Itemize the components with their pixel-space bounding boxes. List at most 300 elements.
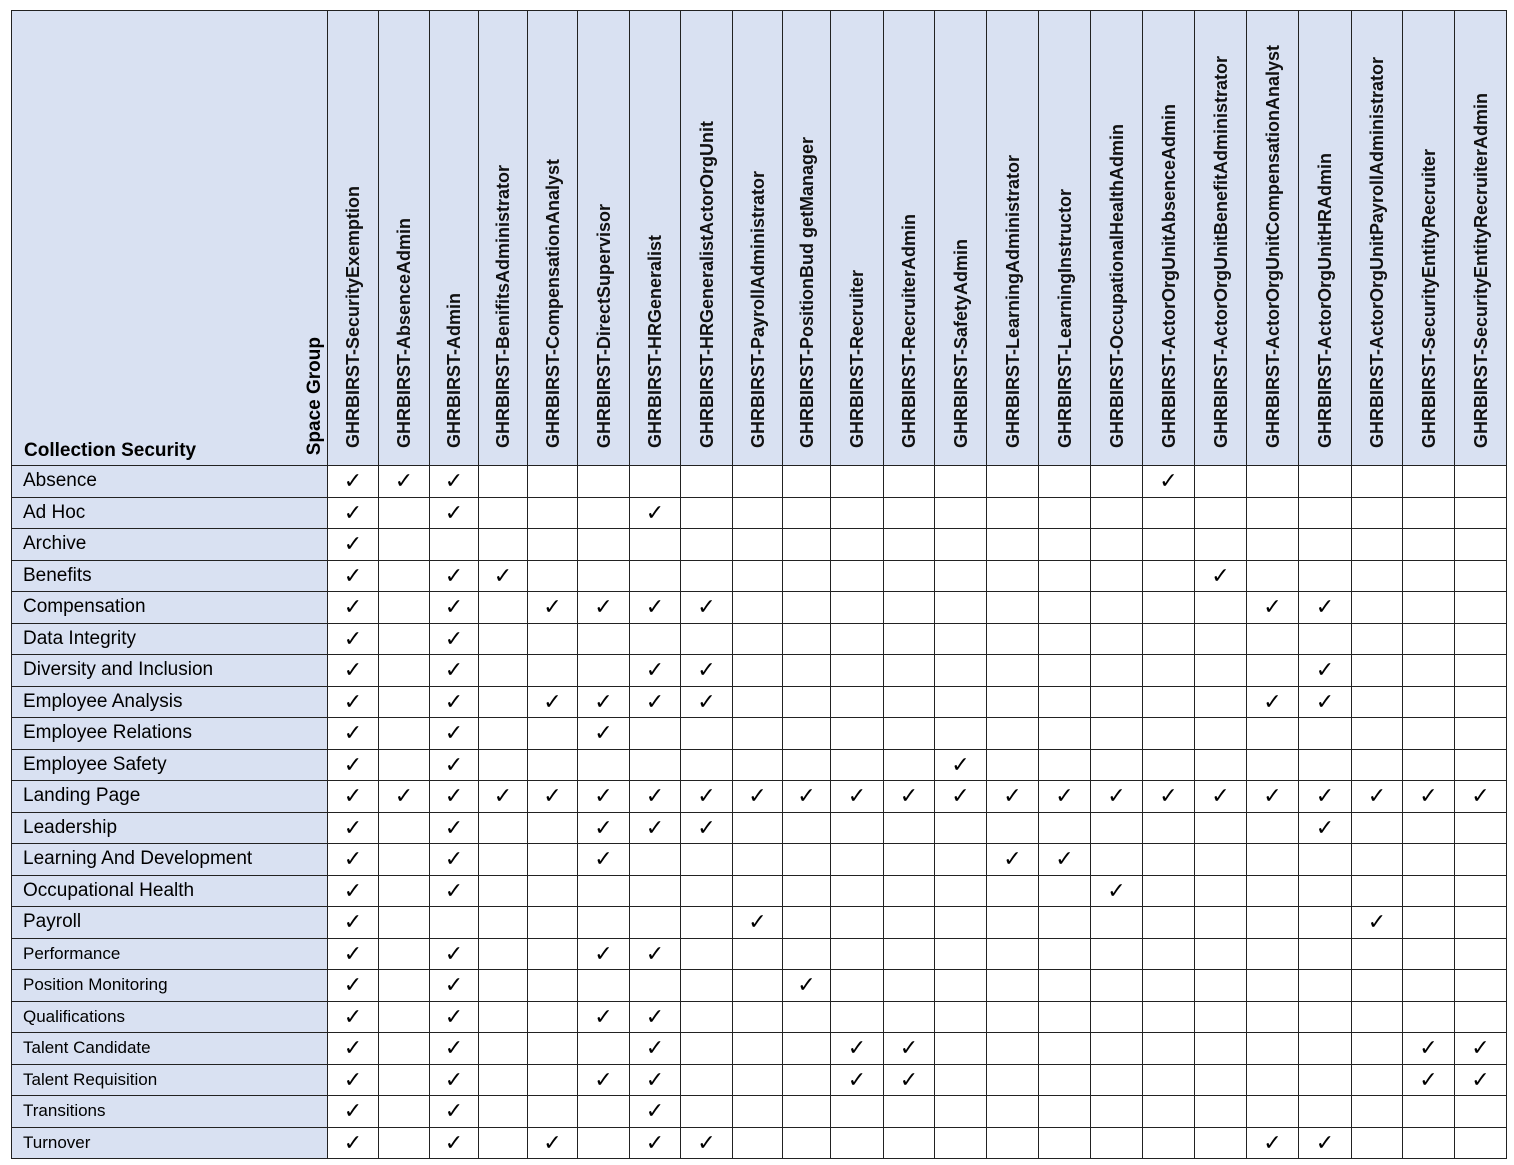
empty-cell xyxy=(1299,1064,1352,1096)
empty-cell xyxy=(783,749,831,781)
column-header xyxy=(783,11,831,466)
check-mark-cell: ✓ xyxy=(328,623,379,655)
check-mark-cell: ✓ xyxy=(379,466,430,498)
empty-cell xyxy=(935,1096,987,1128)
empty-cell xyxy=(987,1096,1039,1128)
check-mark-cell: ✓ xyxy=(630,686,681,718)
empty-cell xyxy=(783,560,831,592)
empty-cell xyxy=(1455,560,1507,592)
empty-cell xyxy=(1195,749,1247,781)
column-header xyxy=(1143,11,1195,466)
empty-cell xyxy=(1091,497,1143,529)
check-mark-cell: ✓ xyxy=(430,1127,479,1159)
column-header-label: GHRBIRST-BenifitsAdministrator xyxy=(493,164,513,448)
check-mark-cell: ✓ xyxy=(630,1033,681,1065)
empty-cell xyxy=(1143,970,1195,1002)
table-row xyxy=(12,844,1507,876)
check-mark-cell: ✓ xyxy=(884,1033,935,1065)
column-header-label: GHRBIRST-ActorOrgUnitBenefitAdministrator xyxy=(1210,55,1231,448)
empty-cell xyxy=(987,1001,1039,1033)
check-mark-cell: ✓ xyxy=(328,1001,379,1033)
empty-cell xyxy=(1247,812,1299,844)
empty-cell xyxy=(733,1127,783,1159)
empty-cell xyxy=(479,718,528,750)
empty-cell xyxy=(935,970,987,1002)
empty-cell xyxy=(1247,844,1299,876)
empty-cell xyxy=(578,907,630,939)
row-label: Position Monitoring xyxy=(12,970,328,1002)
check-mark-cell: ✓ xyxy=(681,1127,733,1159)
row-label: Compensation xyxy=(12,592,328,624)
empty-cell xyxy=(479,1033,528,1065)
empty-cell xyxy=(1247,1064,1299,1096)
row-label: Occupational Health xyxy=(12,875,328,907)
empty-cell xyxy=(1091,718,1143,750)
empty-cell xyxy=(935,812,987,844)
row-label: Ad Hoc xyxy=(12,497,328,529)
check-mark-cell: ✓ xyxy=(430,1064,479,1096)
table-row xyxy=(12,655,1507,687)
empty-cell xyxy=(935,938,987,970)
check-mark-cell: ✓ xyxy=(1299,655,1352,687)
empty-cell xyxy=(528,655,578,687)
empty-cell xyxy=(1091,749,1143,781)
empty-cell xyxy=(578,1096,630,1128)
check-mark-cell: ✓ xyxy=(783,781,831,813)
column-header-label: GHRBIRST-ActorOrgUnitHRAdmin xyxy=(1315,153,1335,448)
empty-cell xyxy=(1091,907,1143,939)
table-row xyxy=(12,970,1507,1002)
empty-cell xyxy=(987,907,1039,939)
empty-cell xyxy=(1091,844,1143,876)
empty-cell xyxy=(681,749,733,781)
empty-cell xyxy=(884,592,935,624)
empty-cell xyxy=(1455,1127,1507,1159)
column-header xyxy=(328,11,379,466)
empty-cell xyxy=(1039,1033,1091,1065)
empty-cell xyxy=(1039,907,1091,939)
check-mark-cell: ✓ xyxy=(328,1096,379,1128)
check-mark-cell: ✓ xyxy=(328,907,379,939)
check-mark-cell: ✓ xyxy=(1403,1033,1455,1065)
empty-cell xyxy=(379,1127,430,1159)
table-row xyxy=(12,623,1507,655)
empty-cell xyxy=(1403,844,1455,876)
empty-cell xyxy=(479,875,528,907)
check-mark-cell: ✓ xyxy=(1299,1127,1352,1159)
empty-cell xyxy=(1039,529,1091,561)
empty-cell xyxy=(1091,466,1143,498)
column-header xyxy=(884,11,935,466)
empty-cell xyxy=(578,749,630,781)
empty-cell xyxy=(935,718,987,750)
empty-cell xyxy=(1039,970,1091,1002)
row-label: Talent Requisition xyxy=(12,1064,328,1096)
empty-cell xyxy=(1039,655,1091,687)
empty-cell xyxy=(630,844,681,876)
empty-cell xyxy=(1455,466,1507,498)
empty-cell xyxy=(479,686,528,718)
empty-cell xyxy=(379,560,430,592)
empty-cell xyxy=(1247,1096,1299,1128)
row-label: Qualifications xyxy=(12,1001,328,1033)
empty-cell xyxy=(379,1001,430,1033)
column-header xyxy=(1247,11,1299,466)
empty-cell xyxy=(884,497,935,529)
table-row xyxy=(12,749,1507,781)
check-mark-cell: ✓ xyxy=(630,592,681,624)
empty-cell xyxy=(884,466,935,498)
check-mark-cell: ✓ xyxy=(630,781,681,813)
empty-cell xyxy=(1091,1064,1143,1096)
empty-cell xyxy=(1143,1001,1195,1033)
row-label: Transitions xyxy=(12,1096,328,1128)
empty-cell xyxy=(1195,497,1247,529)
empty-cell xyxy=(1352,1033,1403,1065)
empty-cell xyxy=(1143,497,1195,529)
empty-cell xyxy=(379,938,430,970)
empty-cell xyxy=(479,592,528,624)
row-label: Benefits xyxy=(12,560,328,592)
empty-cell xyxy=(681,938,733,970)
column-header xyxy=(630,11,681,466)
collection-security-label: Collection Security xyxy=(24,440,197,461)
empty-cell xyxy=(884,938,935,970)
empty-cell xyxy=(733,875,783,907)
empty-cell xyxy=(1455,938,1507,970)
check-mark-cell: ✓ xyxy=(884,1064,935,1096)
check-mark-cell: ✓ xyxy=(1091,875,1143,907)
empty-cell xyxy=(1247,749,1299,781)
empty-cell xyxy=(987,812,1039,844)
empty-cell xyxy=(1403,749,1455,781)
empty-cell xyxy=(1352,529,1403,561)
column-header xyxy=(479,11,528,466)
empty-cell xyxy=(681,1096,733,1128)
empty-cell xyxy=(630,529,681,561)
check-mark-cell: ✓ xyxy=(935,781,987,813)
empty-cell xyxy=(1143,1064,1195,1096)
row-label: Talent Candidate xyxy=(12,1033,328,1065)
empty-cell xyxy=(1091,623,1143,655)
empty-cell xyxy=(1403,497,1455,529)
empty-cell xyxy=(528,907,578,939)
empty-cell xyxy=(783,812,831,844)
empty-cell xyxy=(831,1001,884,1033)
check-mark-cell: ✓ xyxy=(681,655,733,687)
column-header-label: GHRBIRST-Admin xyxy=(444,293,464,448)
table-row xyxy=(12,1127,1507,1159)
empty-cell xyxy=(1143,907,1195,939)
empty-cell xyxy=(479,907,528,939)
empty-cell xyxy=(1195,592,1247,624)
empty-cell xyxy=(578,623,630,655)
check-mark-cell: ✓ xyxy=(328,686,379,718)
empty-cell xyxy=(733,466,783,498)
empty-cell xyxy=(1352,1127,1403,1159)
empty-cell xyxy=(1352,812,1403,844)
empty-cell xyxy=(1143,623,1195,655)
empty-cell xyxy=(1247,1033,1299,1065)
check-mark-cell: ✓ xyxy=(578,938,630,970)
empty-cell xyxy=(987,497,1039,529)
empty-cell xyxy=(528,529,578,561)
empty-cell xyxy=(733,844,783,876)
empty-cell xyxy=(1039,1096,1091,1128)
table-row xyxy=(12,497,1507,529)
empty-cell xyxy=(1195,844,1247,876)
empty-cell xyxy=(379,686,430,718)
column-header xyxy=(1352,11,1403,466)
empty-cell xyxy=(831,812,884,844)
empty-cell xyxy=(884,686,935,718)
empty-cell xyxy=(1403,560,1455,592)
column-header-label: GHRBIRST-SafetyAdmin xyxy=(950,238,971,448)
empty-cell xyxy=(987,1033,1039,1065)
check-mark-cell: ✓ xyxy=(630,1127,681,1159)
check-mark-cell: ✓ xyxy=(328,466,379,498)
column-header-label: GHRBIRST-ActorOrgUnitPayrollAdministrator xyxy=(1367,56,1387,448)
check-mark-cell: ✓ xyxy=(1403,1064,1455,1096)
check-mark-cell: ✓ xyxy=(430,970,479,1002)
column-header-label: GHRBIRST-HRGeneralistActorOrgUnit xyxy=(696,120,717,448)
empty-cell xyxy=(528,1096,578,1128)
column-header xyxy=(1091,11,1143,466)
empty-cell xyxy=(987,592,1039,624)
check-mark-cell: ✓ xyxy=(1195,781,1247,813)
row-label: Absence xyxy=(12,466,328,498)
empty-cell xyxy=(1039,718,1091,750)
empty-cell xyxy=(681,970,733,1002)
check-mark-cell: ✓ xyxy=(681,781,733,813)
empty-cell xyxy=(783,623,831,655)
empty-cell xyxy=(528,749,578,781)
empty-cell xyxy=(1352,844,1403,876)
check-mark-cell: ✓ xyxy=(1143,466,1195,498)
empty-cell xyxy=(935,844,987,876)
check-mark-cell: ✓ xyxy=(1352,781,1403,813)
empty-cell xyxy=(479,1127,528,1159)
empty-cell xyxy=(1352,1001,1403,1033)
check-mark-cell: ✓ xyxy=(328,1033,379,1065)
empty-cell xyxy=(1455,812,1507,844)
check-mark-cell: ✓ xyxy=(578,812,630,844)
empty-cell xyxy=(630,907,681,939)
empty-cell xyxy=(1195,938,1247,970)
empty-cell xyxy=(1299,844,1352,876)
security-matrix-table xyxy=(11,10,1507,1159)
empty-cell xyxy=(1299,623,1352,655)
empty-cell xyxy=(578,560,630,592)
empty-cell xyxy=(1143,1096,1195,1128)
empty-cell xyxy=(528,623,578,655)
check-mark-cell: ✓ xyxy=(430,812,479,844)
column-header-label: GHRBIRST-PayrollAdministrator xyxy=(747,170,768,448)
empty-cell xyxy=(1403,718,1455,750)
column-header-label: GHRBIRST-Recruiter xyxy=(847,269,867,448)
empty-cell xyxy=(528,812,578,844)
check-mark-cell: ✓ xyxy=(430,497,479,529)
column-header-label: GHRBIRST-AbsenceAdmin xyxy=(394,217,414,448)
empty-cell xyxy=(1039,1064,1091,1096)
column-header xyxy=(1039,11,1091,466)
empty-cell xyxy=(1455,970,1507,1002)
column-header-label: GHRBIRST-SecurityExemption xyxy=(343,185,363,448)
empty-cell xyxy=(1455,686,1507,718)
empty-cell xyxy=(783,1096,831,1128)
empty-cell xyxy=(884,749,935,781)
empty-cell xyxy=(479,529,528,561)
empty-cell xyxy=(1299,466,1352,498)
empty-cell xyxy=(935,1127,987,1159)
empty-cell xyxy=(831,686,884,718)
empty-cell xyxy=(379,907,430,939)
empty-cell xyxy=(1455,1001,1507,1033)
empty-cell xyxy=(987,970,1039,1002)
row-label: Archive xyxy=(12,529,328,561)
empty-cell xyxy=(1091,592,1143,624)
empty-cell xyxy=(528,718,578,750)
empty-cell xyxy=(1143,844,1195,876)
empty-cell xyxy=(1352,1064,1403,1096)
empty-cell xyxy=(1403,686,1455,718)
check-mark-cell: ✓ xyxy=(430,560,479,592)
empty-cell xyxy=(630,970,681,1002)
empty-cell xyxy=(1299,1001,1352,1033)
empty-cell xyxy=(1091,686,1143,718)
empty-cell xyxy=(1195,875,1247,907)
empty-cell xyxy=(681,497,733,529)
check-mark-cell: ✓ xyxy=(1455,781,1507,813)
empty-cell xyxy=(1143,1033,1195,1065)
empty-cell xyxy=(935,875,987,907)
empty-cell xyxy=(1039,1127,1091,1159)
empty-cell xyxy=(681,623,733,655)
column-header xyxy=(1195,11,1247,466)
empty-cell xyxy=(987,466,1039,498)
check-mark-cell: ✓ xyxy=(1299,781,1352,813)
empty-cell xyxy=(1299,907,1352,939)
check-mark-cell: ✓ xyxy=(831,1033,884,1065)
check-mark-cell: ✓ xyxy=(1455,1064,1507,1096)
empty-cell xyxy=(987,749,1039,781)
table-row xyxy=(12,686,1507,718)
empty-cell xyxy=(783,466,831,498)
check-mark-cell: ✓ xyxy=(733,907,783,939)
empty-cell xyxy=(987,1064,1039,1096)
check-mark-cell: ✓ xyxy=(328,592,379,624)
check-mark-cell: ✓ xyxy=(430,875,479,907)
check-mark-cell: ✓ xyxy=(733,781,783,813)
space-group-label: Space Group xyxy=(304,336,325,455)
column-header-label: GHRBIRST-LearningAdministrator xyxy=(1002,154,1023,448)
empty-cell xyxy=(831,749,884,781)
empty-cell xyxy=(1143,529,1195,561)
empty-cell xyxy=(1455,1096,1507,1128)
empty-cell xyxy=(1195,1064,1247,1096)
empty-cell xyxy=(987,529,1039,561)
empty-cell xyxy=(831,466,884,498)
empty-cell xyxy=(1039,938,1091,970)
empty-cell xyxy=(479,844,528,876)
check-mark-cell: ✓ xyxy=(1299,592,1352,624)
check-mark-cell: ✓ xyxy=(681,686,733,718)
empty-cell xyxy=(1247,466,1299,498)
empty-cell xyxy=(935,1001,987,1033)
row-label: Landing Page xyxy=(12,781,328,813)
empty-cell xyxy=(783,1127,831,1159)
empty-cell xyxy=(783,718,831,750)
empty-cell xyxy=(1352,466,1403,498)
column-header xyxy=(379,11,430,466)
empty-cell xyxy=(528,466,578,498)
empty-cell xyxy=(379,718,430,750)
empty-cell xyxy=(681,1001,733,1033)
empty-cell xyxy=(1455,718,1507,750)
empty-cell xyxy=(783,844,831,876)
empty-cell xyxy=(479,1096,528,1128)
row-label: Data Integrity xyxy=(12,623,328,655)
empty-cell xyxy=(733,1064,783,1096)
header-row xyxy=(12,11,1507,466)
empty-cell xyxy=(379,970,430,1002)
check-mark-cell: ✓ xyxy=(578,686,630,718)
empty-cell xyxy=(1299,875,1352,907)
empty-cell xyxy=(1195,1033,1247,1065)
column-header-label: GHRBIRST-RecruiterAdmin xyxy=(899,213,919,448)
check-mark-cell: ✓ xyxy=(328,1127,379,1159)
empty-cell xyxy=(831,560,884,592)
check-mark-cell: ✓ xyxy=(430,1033,479,1065)
empty-cell xyxy=(1039,497,1091,529)
empty-cell xyxy=(479,1001,528,1033)
empty-cell xyxy=(935,655,987,687)
empty-cell xyxy=(1195,1127,1247,1159)
empty-cell xyxy=(935,497,987,529)
empty-cell xyxy=(630,718,681,750)
check-mark-cell: ✓ xyxy=(1247,686,1299,718)
empty-cell xyxy=(1299,529,1352,561)
empty-cell xyxy=(1455,875,1507,907)
check-mark-cell: ✓ xyxy=(831,781,884,813)
empty-cell xyxy=(1455,623,1507,655)
check-mark-cell: ✓ xyxy=(328,844,379,876)
empty-cell xyxy=(733,686,783,718)
empty-cell xyxy=(578,875,630,907)
empty-cell xyxy=(1299,1096,1352,1128)
empty-cell xyxy=(1091,529,1143,561)
check-mark-cell: ✓ xyxy=(528,592,578,624)
check-mark-cell: ✓ xyxy=(430,686,479,718)
empty-cell xyxy=(733,655,783,687)
empty-cell xyxy=(733,623,783,655)
empty-cell xyxy=(1403,812,1455,844)
empty-cell xyxy=(1352,749,1403,781)
empty-cell xyxy=(578,1033,630,1065)
row-label: Leadership xyxy=(12,812,328,844)
table-row xyxy=(12,938,1507,970)
empty-cell xyxy=(528,1001,578,1033)
empty-cell xyxy=(379,623,430,655)
check-mark-cell: ✓ xyxy=(1299,812,1352,844)
check-mark-cell: ✓ xyxy=(630,812,681,844)
check-mark-cell: ✓ xyxy=(630,1001,681,1033)
empty-cell xyxy=(884,623,935,655)
empty-cell xyxy=(1091,812,1143,844)
check-mark-cell: ✓ xyxy=(328,812,379,844)
empty-cell xyxy=(1091,1033,1143,1065)
empty-cell xyxy=(1455,592,1507,624)
